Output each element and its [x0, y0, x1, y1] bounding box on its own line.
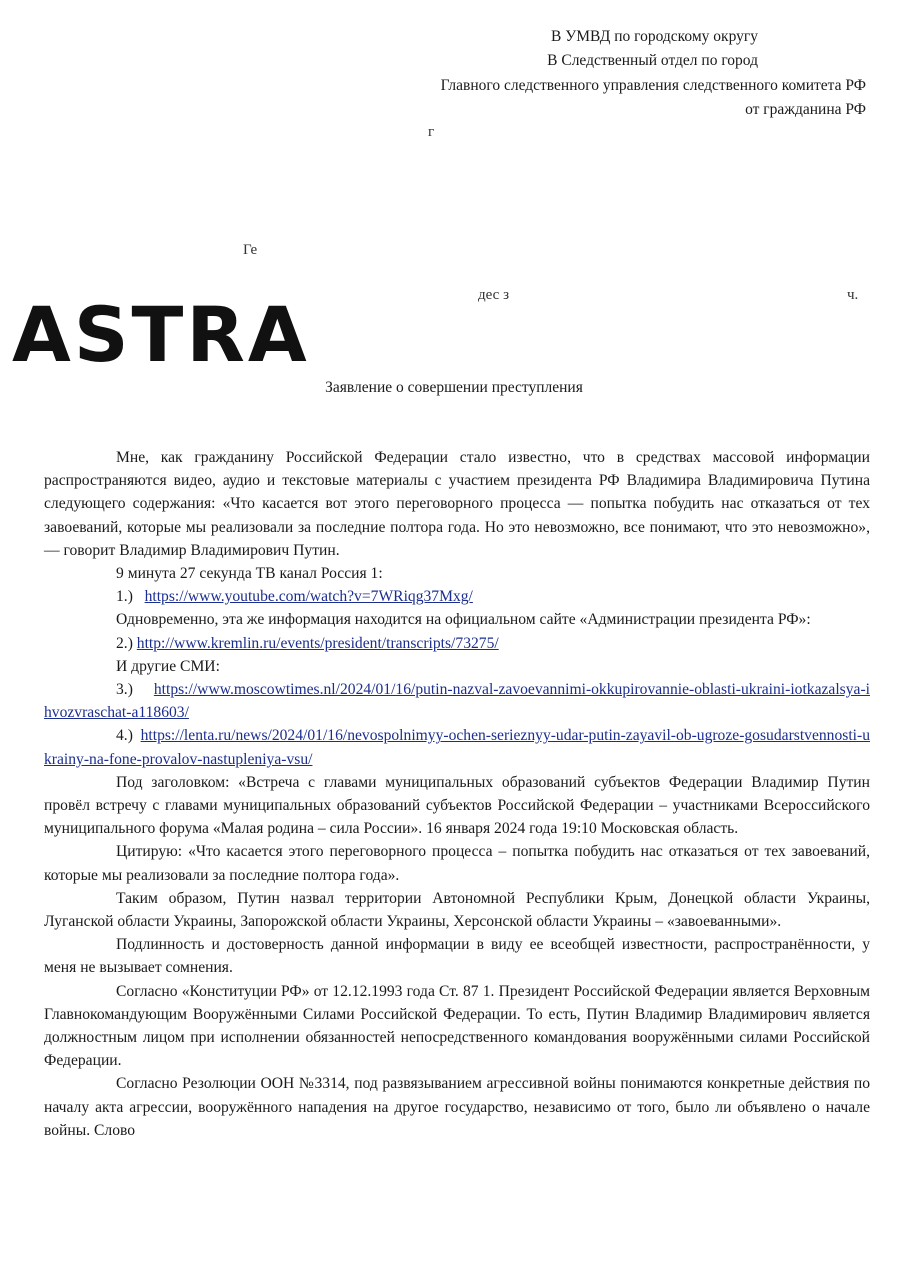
link-number: 2.)	[116, 634, 133, 652]
paragraph: И другие СМИ:	[116, 657, 220, 675]
paragraph: Мне, как гражданину Российской Федерации стало известно, что в средствах массовой информации распространяются видео, аудио и текстовые материалы с участием президента РФ Владимира Владимировича Путина следующего содержания: «Что касается вот этого переговорного процесса — попытка побудить нас отказаться от тех завоеваний, которые мы реализовали за последние полтора года. Но это невозможно, все понимают, что это невозможно», — говорит Владимир Владимирович Путин.	[44, 449, 870, 559]
youtube-link[interactable]: https://www.youtube.com/watch?v=7WRiqg37Mxg/	[144, 588, 473, 606]
link-item	[44, 632, 870, 655]
header-fragment: г	[428, 124, 435, 140]
link-item	[44, 678, 870, 724]
paragraph: Под заголовком: «Встреча с главами муниципальных образований субъектов Федерации Владимир Путин провёл встречу с главами муниципальных образований субъектов Российской Федерации – участниками Всероссийского муниципального форума «Малая родина – сила России». 16 января 2024 года 19:10 Московская область.	[44, 773, 870, 838]
header-fragment: ч.	[847, 287, 859, 303]
header-line-4: от гражданина РФ	[745, 101, 866, 118]
document-title: Заявление о совершении преступления	[325, 379, 583, 396]
link-number: 1.)	[116, 588, 133, 606]
header-line-3: Главного следственного управления следственного комитета РФ	[440, 77, 866, 94]
paragraph: Подлинность и достоверность данной информации в виду ее всеобщей известности, распространённости, у меня не вызывает сомнения.	[44, 936, 870, 977]
header-line-1: В УМВД по городскому округу	[551, 28, 758, 45]
paragraph: Цитирую: «Что касается этого переговорного процесса – попытка побудить нас отказаться от тех завоеваний, которые мы реализовали за последние полтора года».	[44, 843, 870, 884]
paragraph: Таким образом, Путин назвал территории Автономной Республики Крым, Донецкой области Украины, Луганской области Украины, Запорожской области Украины, Херсонской области Украины – «завоеванными».	[44, 889, 870, 931]
header-fragment: дес з	[478, 287, 509, 303]
kremlin-link[interactable]: http://www.kremlin.ru/events/president/transcripts/73275/	[136, 634, 499, 652]
astra-logo: ASTRA	[12, 290, 310, 379]
paragraph: 9 минута 27 секунда ТВ канал Россия 1:	[116, 565, 383, 583]
header-line-2: В Следственный отдел по город	[547, 52, 758, 69]
link-item	[44, 724, 870, 770]
paragraph: Согласно «Конституции РФ» от 12.12.1993 года Ст. 87 1. Президент Российской Федерации является Верховным Главнокомандующим Вооружёнными Силами Российской Федерации. То есть, Путин Владимир Владимирович является должностным лицом при исполнении обязанностей непосредственного командования вооружёнными силами Российской Федерации.	[44, 982, 870, 1070]
header-fragment: Ге	[243, 242, 258, 258]
link-number: 3.)	[116, 681, 133, 699]
link-item	[44, 585, 870, 608]
paragraph: Одновременно, эта же информация находится на официальном сайте «Администрации президента РФ»:	[116, 611, 811, 629]
paragraph: Согласно Резолюции ООН №3314, под развязыванием агрессивной войны понимаются конкретные действия по началу акта агрессии, вооружённого нападения на другое государство, независимо от того, было ли объявлено о начале войны. Слово	[44, 1075, 870, 1139]
document-body	[44, 446, 870, 1142]
lenta-link[interactable]: https://lenta.ru/news/2024/01/16/nevospolnimyy-ochen-serieznyy-udar-putin-zayavil-ob-ugroze-gosudarstvennosti-ukrainy-na-fone-provalov-nastupleniya-vsu/	[44, 727, 870, 768]
link-number: 4.)	[116, 727, 133, 745]
moscowtimes-link[interactable]: https://www.moscowtimes.nl/2024/01/16/putin-nazval-zavoevannimi-okkupirovannie-oblasti-ukraini-iotkazalsya-ihvozvraschat-a118603/	[44, 681, 870, 722]
